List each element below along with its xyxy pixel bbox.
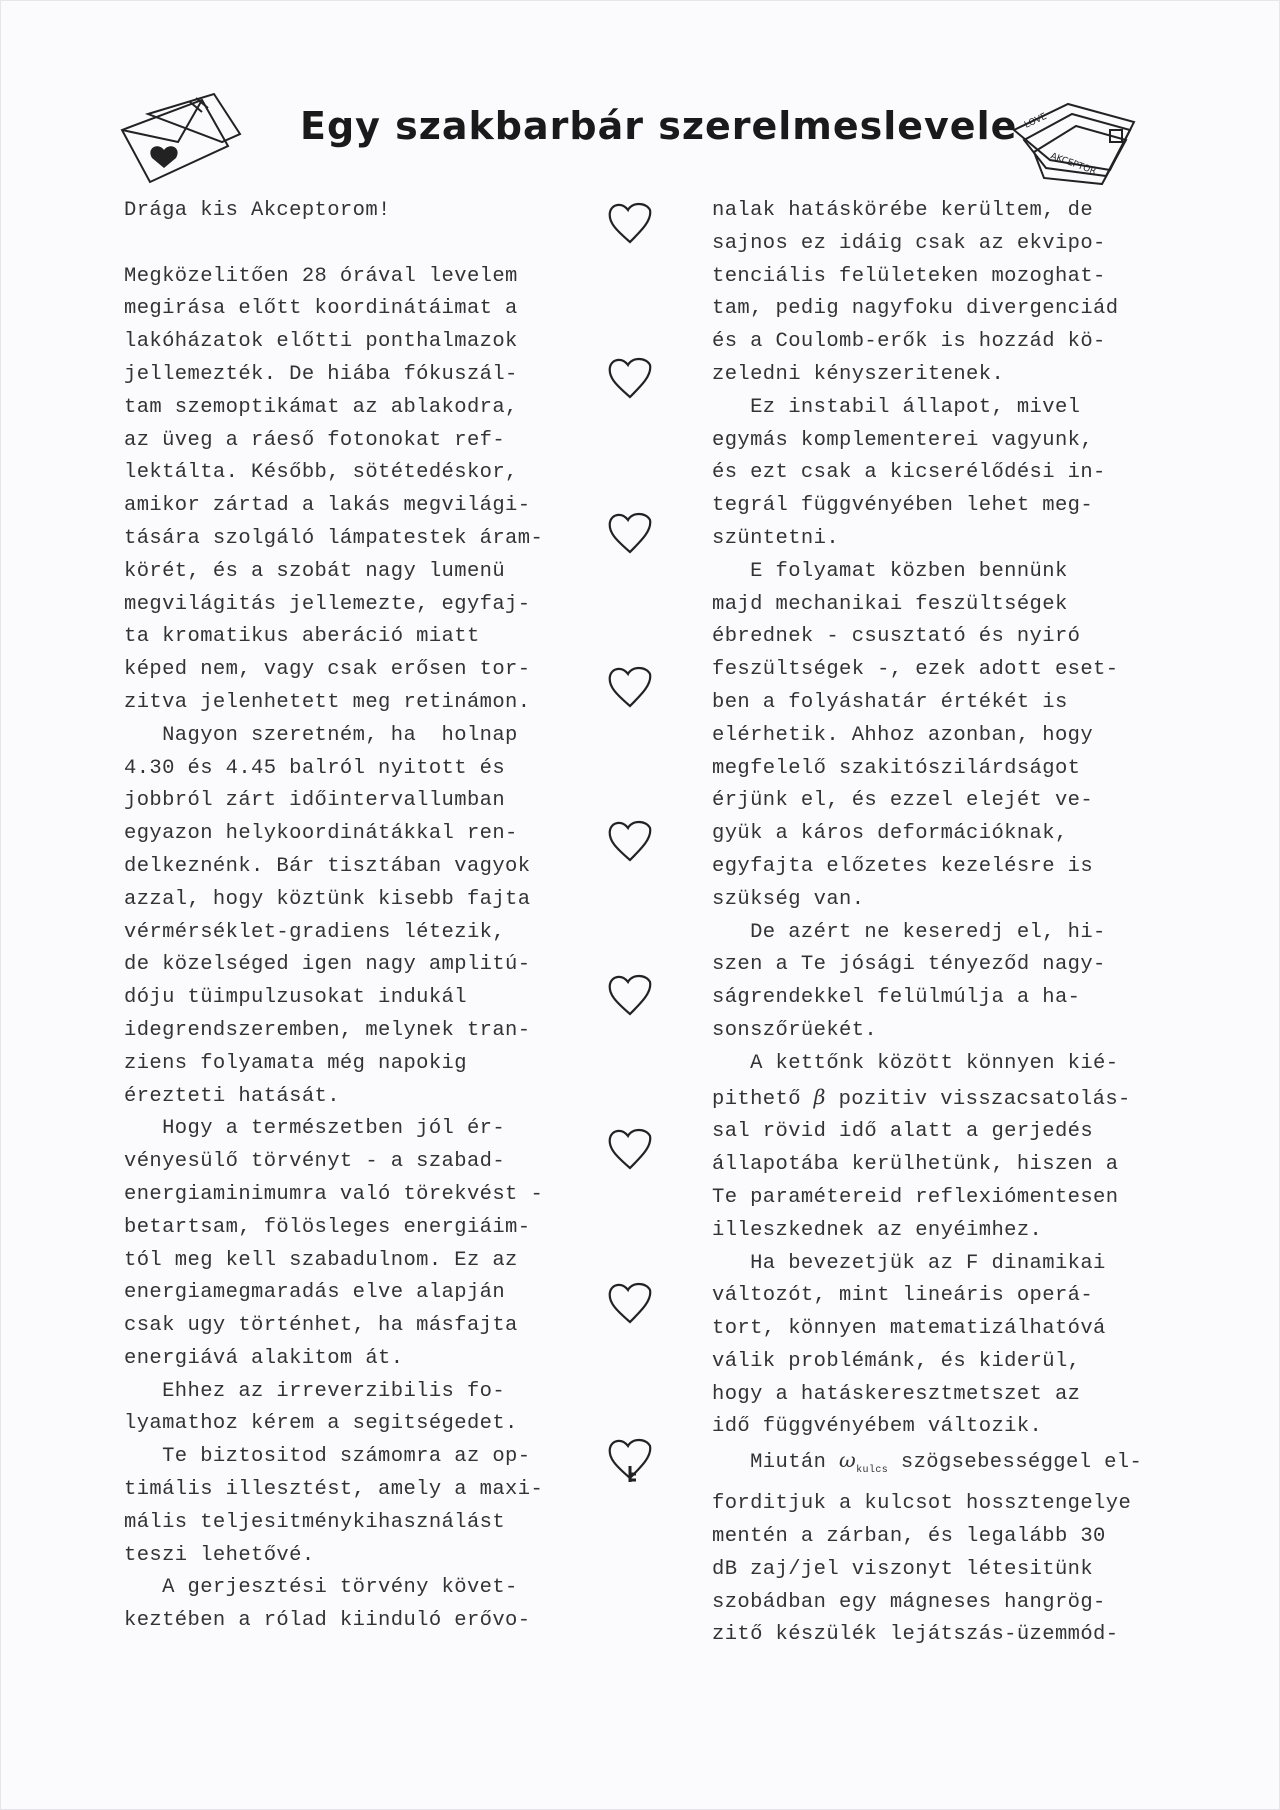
right-column-line: tam, pedig nagyfoku divergenciád (712, 297, 1119, 321)
right-column-line: nalak hatáskörébe kerültem, de (712, 199, 1094, 222)
right-column-line: szobádban egy mágneses hangrög- (712, 1590, 1106, 1614)
right-column-lines-b (712, 1116, 1172, 1444)
right-column-line: egyfajta előzetes kezelésre is (712, 854, 1094, 878)
right-column-line: forditjuk a kulcsot hossztengelye (712, 1492, 1132, 1516)
right-column-line: szüntetni. (712, 526, 840, 550)
right-column-line: tort, könnyen matematizálhatóvá (712, 1317, 1106, 1341)
omega-line (712, 1444, 1172, 1488)
right-column-line: majd mechanikai feszültségek (712, 592, 1068, 616)
heart-outline-icon (606, 1280, 654, 1326)
right-column-line: elérhetik. Ahhoz azonban, hogy (712, 723, 1094, 747)
left-column-line: de közelséged igen nagy amplitú- (124, 953, 531, 977)
right-column-line: sal rövid idő alatt a gerjedés (712, 1120, 1094, 1144)
right-column-line: dB zaj/jel viszonyt létesitünk (712, 1557, 1094, 1581)
right-column-line: illeszkednek az enyéimhez. (712, 1218, 1043, 1242)
right-column-line: feszültségek -, ezek adott eset- (712, 658, 1119, 682)
right-column-line: ságrendekkel felülmúlja a ha- (712, 986, 1081, 1010)
heart-divider (606, 200, 666, 1640)
left-column-line: tól meg kell szabadulnom. Ez az (124, 1248, 518, 1272)
left-column-line: zitva jelenhetett meg retinámon. (124, 690, 531, 714)
left-column-line: megvilágitás jellemezte, egyfaj- (124, 592, 531, 616)
envelope-heart-icon (118, 90, 248, 190)
right-column-line: Ha bevezetjük az F dinamikai (712, 1251, 1106, 1275)
right-column-line: sonszőrüekét. (712, 1018, 878, 1042)
left-column-line: tására szolgáló lámpatestek áram- (124, 526, 544, 550)
right-column-line: sajnos ez idáig csak az ekvipo- (712, 231, 1106, 255)
page-title: Egy szakbarbár szerelmeslevele (300, 104, 1018, 148)
left-column-line: betartsam, fölösleges energiáim- (124, 1215, 531, 1239)
right-column-line: ébrednek - csusztató és nyiró (712, 625, 1081, 649)
heart-outline-icon (606, 664, 654, 710)
heart-outline-icon (606, 972, 654, 1018)
right-column-line: érjünk el, és ezzel elejét ve- (712, 789, 1094, 813)
right-column-lines-c (712, 1488, 1172, 1652)
left-column-line: csak ugy történhet, ha másfajta (124, 1314, 518, 1338)
left-column-line: energiaminimumra való törekvést - (124, 1182, 544, 1206)
left-column (124, 195, 564, 1638)
left-column-line: ta kromatikus aberáció miatt (124, 625, 480, 649)
left-column-line: megirása előtt koordinátáimat a (124, 297, 518, 321)
left-column-line: timális illesztést, amely a maxi- (124, 1478, 544, 1502)
left-column-line: energiává alakitom át. (124, 1346, 404, 1370)
left-column-line: vényesülő törvényt - a szabad- (124, 1150, 506, 1174)
right-column-lines-a (712, 195, 1172, 1081)
right-column-line: tegrál függvényében lehet meg- (712, 494, 1094, 518)
omega-subscript: kulcs (856, 1465, 889, 1477)
right-column-line: és a Coulomb-erők is hozzád kö- (712, 330, 1106, 354)
left-column-line: A gerjesztési törvény követ- (124, 1576, 518, 1600)
heart-outline-icon (606, 200, 654, 246)
left-column-line: Nagyon szeretném, ha holnap (124, 723, 518, 747)
left-column-line: jellemezték. De hiába fókuszál- (124, 362, 518, 386)
heart-outline-icon (606, 818, 654, 864)
right-column-line: és ezt csak a kicserélődési in- (712, 461, 1106, 485)
left-column-lines (124, 261, 564, 1638)
right-column-line: szükség van. (712, 887, 865, 911)
left-column-line: vérmérséklet-gradiens létezik, (124, 920, 506, 944)
right-column-line: gyük a káros deformációknak, (712, 822, 1068, 846)
right-column-line: változót, mint lineáris operá- (712, 1284, 1094, 1308)
heart-outline-icon (606, 355, 654, 401)
left-column-line: azzal, hogy köztünk kisebb fajta (124, 887, 531, 911)
left-column-line: körét, és a szobát nagy lumenü (124, 559, 506, 583)
left-column-line: keztében a rólad kiinduló erővo- (124, 1609, 531, 1633)
right-column-line: De azért ne keseredj el, hi- (712, 920, 1106, 944)
right-column-line: zitő készülék lejátszás-üzemmód- (712, 1623, 1119, 1647)
left-column-line: 4.30 és 4.45 balról nyitott és (124, 756, 506, 780)
left-column-line: jobbról zárt időintervallumban (124, 789, 506, 813)
left-column-line: mális teljesitménykihasználást (124, 1510, 506, 1534)
left-column-line: Te biztositod számomra az op- (124, 1445, 531, 1469)
omega-line-after: szögsebességgel el- (888, 1451, 1143, 1475)
heart-key-icon (606, 1434, 654, 1486)
left-column-line: egyazon helykoordinátákkal ren- (124, 822, 518, 846)
left-column-line: teszi lehetővé. (124, 1543, 315, 1567)
right-column-line: zeledni kényszeritenek. (712, 362, 1005, 386)
left-column-line: lektálta. Később, sötétedéskor, (124, 461, 518, 485)
left-column-line: Ehhez az irreverzibilis fo- (124, 1379, 506, 1403)
envelope-love-text: LOVE (1023, 111, 1049, 131)
heart-outline-icon (606, 510, 654, 556)
beta-symbol: β (813, 1084, 826, 1109)
left-column-line: delkeznénk. Bár tisztában vagyok (124, 854, 531, 878)
right-column-line: Ez instabil állapot, mivel (712, 395, 1081, 419)
right-column-line: megfelelő szakitószilárdságot (712, 756, 1081, 780)
right-column-line: mentén a zárban, és legalább 30 (712, 1524, 1106, 1548)
right-column-line: hogy a hatáskeresztmetszet az (712, 1382, 1081, 1406)
left-column-line: az üveg a ráeső fotonokat ref- (124, 428, 506, 452)
right-column-line: E folyamat közben bennünk (712, 559, 1068, 583)
right-column (712, 195, 1172, 1652)
beta-line-after: pozitiv visszacsatolás- (825, 1087, 1131, 1111)
beta-line (712, 1081, 1172, 1117)
left-column-line: lakóházatok előtti ponthalmazok (124, 330, 518, 354)
right-column-line: egymás komplementerei vagyunk, (712, 428, 1094, 452)
left-column-line: energiamegmaradás elve alapján (124, 1281, 506, 1305)
right-column-line: ben a folyáshatár értékét is (712, 690, 1068, 714)
omega-symbol: ω (839, 1448, 857, 1473)
right-column-line: állapotába kerülhetünk, hiszen a (712, 1153, 1119, 1177)
right-column-line: válik problémánk, és kiderül, (712, 1349, 1081, 1373)
beta-line-before: pithető (712, 1087, 814, 1111)
right-column-line: idő függvényébem változik. (712, 1415, 1043, 1439)
left-column-line: képed nem, vagy csak erősen tor- (124, 658, 531, 682)
left-column-line: dóju tüimpulzusokat indukál (124, 986, 467, 1010)
right-column-line: Te paramétereid reflexiómentesen (712, 1185, 1119, 1209)
left-column-line: tam szemoptikámat az ablakodra, (124, 395, 518, 419)
omega-line-before: Miután (712, 1451, 840, 1475)
salutation: Drága kis Akceptorom! (124, 199, 391, 222)
right-column-line: szen a Te jósági tényeződ nagy- (712, 953, 1106, 977)
left-column-line: Megközelitően 28 órával levelem (124, 264, 518, 288)
heart-outline-icon (606, 1126, 654, 1172)
left-column-line: amikor zártad a lakás megvilági- (124, 494, 531, 518)
envelope-stack-icon (1010, 100, 1140, 190)
right-column-line: A kettőnk között könnyen kié- (712, 1051, 1119, 1075)
left-column-line: érezteti hatását. (124, 1084, 340, 1108)
blank-line (124, 228, 564, 261)
left-column-line: lyamathoz kérem a segitségedet. (124, 1412, 518, 1436)
right-column-line: tenciális felületeken mozoghat- (712, 264, 1106, 288)
left-column-line: ziens folyamata még napokig (124, 1051, 467, 1075)
left-column-line: Hogy a természetben jól ér- (124, 1117, 506, 1141)
left-column-line: idegrendszeremben, melynek tran- (124, 1018, 531, 1042)
envelope-akceptor-text: AKCEPTOR (1048, 151, 1098, 178)
